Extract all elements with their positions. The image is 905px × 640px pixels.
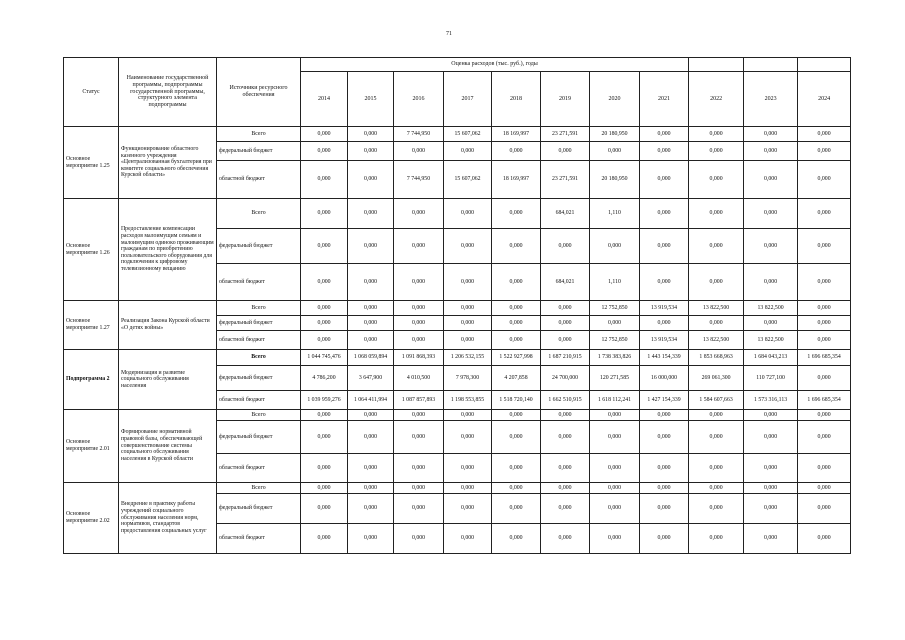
value-cell: 0,000 (394, 454, 444, 483)
value-cell: 13 822,500 (744, 301, 798, 316)
value-cell: 1 087 857,893 (394, 391, 444, 410)
value-cell: 0,000 (640, 161, 689, 199)
value-cell: 0,000 (744, 410, 798, 421)
value-cell: 0,000 (689, 483, 744, 494)
value-cell: 3 647,900 (348, 366, 394, 391)
row-status: Основное мероприятие 1.25 (64, 127, 119, 199)
funding-source: областной бюджет (217, 524, 301, 554)
value-cell: 0,000 (301, 483, 348, 494)
value-cell: 0,000 (541, 229, 590, 264)
value-cell: 1 662 510,915 (541, 391, 590, 410)
row-name: Внедрение в практику работы учреждений социального обслуживания населения норм, нормативов, стандартов предоставления социальных услуг (119, 483, 217, 554)
value-cell: 0,000 (689, 264, 744, 301)
header-year: 2020 (590, 72, 640, 127)
value-cell: 13 919,534 (640, 301, 689, 316)
funding-source: Всего (217, 199, 301, 229)
value-cell: 0,000 (394, 494, 444, 524)
table-row (64, 127, 851, 142)
value-cell: 0,000 (394, 264, 444, 301)
value-cell: 684,021 (541, 264, 590, 301)
value-cell: 1 696 685,354 (798, 350, 851, 366)
value-cell: 0,000 (301, 142, 348, 161)
value-cell: 0,000 (348, 331, 394, 350)
value-cell: 0,000 (744, 483, 798, 494)
funding-source: областной бюджет (217, 161, 301, 199)
value-cell: 0,000 (301, 421, 348, 454)
value-cell: 0,000 (798, 316, 851, 331)
funding-source: Всего (217, 483, 301, 494)
value-cell: 0,000 (689, 199, 744, 229)
value-cell: 0,000 (301, 316, 348, 331)
value-cell: 0,000 (348, 410, 394, 421)
value-cell: 0,000 (798, 301, 851, 316)
value-cell: 0,000 (744, 127, 798, 142)
value-cell: 0,000 (689, 161, 744, 199)
value-cell: 13 822,500 (689, 331, 744, 350)
value-cell: 0,000 (348, 483, 394, 494)
value-cell: 0,000 (689, 524, 744, 554)
value-cell: 0,000 (689, 229, 744, 264)
value-cell: 0,000 (541, 410, 590, 421)
value-cell: 0,000 (394, 331, 444, 350)
value-cell: 0,000 (640, 142, 689, 161)
value-cell: 0,000 (744, 229, 798, 264)
header-year: 2016 (394, 72, 444, 127)
value-cell: 0,000 (444, 483, 492, 494)
header-year: 2023 (744, 72, 798, 127)
value-cell: 0,000 (798, 454, 851, 483)
value-cell: 0,000 (744, 142, 798, 161)
value-cell: 0,000 (744, 316, 798, 331)
expenditure-table (63, 57, 851, 554)
value-cell: 0,000 (301, 199, 348, 229)
funding-source: федеральный бюджет (217, 366, 301, 391)
value-cell: 0,000 (394, 199, 444, 229)
header-status: Статус (64, 58, 119, 127)
value-cell: 0,000 (348, 127, 394, 142)
value-cell: 0,000 (492, 494, 541, 524)
value-cell: 0,000 (301, 524, 348, 554)
value-cell: 0,000 (444, 494, 492, 524)
value-cell: 0,000 (444, 199, 492, 229)
value-cell: 1 573 316,113 (744, 391, 798, 410)
value-cell: 0,000 (744, 264, 798, 301)
header-year: 2021 (640, 72, 689, 127)
value-cell: 0,000 (744, 524, 798, 554)
value-cell: 0,000 (492, 421, 541, 454)
value-cell: 0,000 (492, 331, 541, 350)
funding-source: Всего (217, 301, 301, 316)
value-cell: 0,000 (798, 366, 851, 391)
value-cell: 23 271,591 (541, 127, 590, 142)
value-cell: 0,000 (640, 229, 689, 264)
value-cell: 0,000 (541, 494, 590, 524)
funding-source: областной бюджет (217, 391, 301, 410)
value-cell: 0,000 (444, 421, 492, 454)
value-cell: 0,000 (798, 483, 851, 494)
value-cell: 0,000 (541, 331, 590, 350)
value-cell: 15 607,062 (444, 127, 492, 142)
value-cell: 0,000 (348, 142, 394, 161)
row-name: Модернизация и развитие социального обслуживания населения (119, 350, 217, 410)
value-cell: 4 786,200 (301, 366, 348, 391)
header-source: Источники ресурсного обеспечения (217, 58, 301, 127)
value-cell: 0,000 (444, 316, 492, 331)
value-cell: 0,000 (640, 199, 689, 229)
funding-source: областной бюджет (217, 454, 301, 483)
header-name: Наименование государственной программы, подпрограммы государственной программы, структурного элемента подпрограммы (119, 58, 217, 127)
value-cell: 0,000 (640, 454, 689, 483)
value-cell: 1 853 668,963 (689, 350, 744, 366)
value-cell: 0,000 (590, 410, 640, 421)
row-status: Основное мероприятие 2.01 (64, 410, 119, 483)
value-cell: 120 271,585 (590, 366, 640, 391)
value-cell: 0,000 (798, 264, 851, 301)
value-cell: 0,000 (689, 142, 744, 161)
value-cell: 0,000 (689, 421, 744, 454)
value-cell: 1 064 411,994 (348, 391, 394, 410)
header-year: 2017 (444, 72, 492, 127)
value-cell: 15 607,062 (444, 161, 492, 199)
funding-source: федеральный бюджет (217, 229, 301, 264)
row-name: Формирование нормативной правовой базы, обеспечивающей совершенствование системы социального обслуживания населения в Курской области (119, 410, 217, 483)
table-row (64, 350, 851, 366)
value-cell: 0,000 (492, 229, 541, 264)
value-cell: 1,110 (590, 264, 640, 301)
value-cell: 0,000 (301, 127, 348, 142)
value-cell: 0,000 (640, 127, 689, 142)
value-cell: 0,000 (492, 199, 541, 229)
value-cell: 0,000 (590, 229, 640, 264)
value-cell: 0,000 (798, 494, 851, 524)
funding-source: федеральный бюджет (217, 494, 301, 524)
value-cell: 0,000 (394, 142, 444, 161)
table-row (64, 410, 851, 421)
value-cell: 0,000 (541, 301, 590, 316)
funding-source: областной бюджет (217, 331, 301, 350)
value-cell: 16 000,000 (640, 366, 689, 391)
value-cell: 0,000 (689, 127, 744, 142)
value-cell: 1 687 210,915 (541, 350, 590, 366)
value-cell: 0,000 (394, 421, 444, 454)
value-cell: 0,000 (640, 483, 689, 494)
value-cell: 0,000 (394, 316, 444, 331)
value-cell: 1 584 607,663 (689, 391, 744, 410)
value-cell: 0,000 (444, 229, 492, 264)
value-cell: 0,000 (301, 410, 348, 421)
value-cell: 0,000 (798, 331, 851, 350)
value-cell: 1 684 043,213 (744, 350, 798, 366)
value-cell: 0,000 (689, 410, 744, 421)
value-cell: 0,000 (348, 421, 394, 454)
value-cell: 0,000 (744, 161, 798, 199)
value-cell: 0,000 (394, 483, 444, 494)
row-status: Основное мероприятие 2.02 (64, 483, 119, 554)
value-cell: 0,000 (541, 524, 590, 554)
value-cell: 0,000 (590, 494, 640, 524)
page-number: 71 (446, 31, 452, 37)
value-cell: 1 044 745,476 (301, 350, 348, 366)
header-year: 2014 (301, 72, 348, 127)
value-cell: 1 618 112,241 (590, 391, 640, 410)
value-cell: 0,000 (301, 229, 348, 264)
funding-source: Всего (217, 127, 301, 142)
value-cell: 0,000 (492, 301, 541, 316)
funding-source: федеральный бюджет (217, 316, 301, 331)
value-cell: 0,000 (492, 316, 541, 331)
row-name: Функционирование областного казенного учреждения «Централизованная бухгалтерия при комитете социального обеспечения Курской области» (119, 127, 217, 199)
value-cell: 1 443 154,339 (640, 350, 689, 366)
row-name: Реализация Закона Курской области «О детях войны» (119, 301, 217, 350)
value-cell: 0,000 (492, 264, 541, 301)
value-cell: 1 091 868,393 (394, 350, 444, 366)
value-cell: 0,000 (640, 494, 689, 524)
value-cell: 7 744,950 (394, 127, 444, 142)
value-cell: 0,000 (798, 421, 851, 454)
value-cell: 0,000 (301, 161, 348, 199)
value-cell: 20 180,950 (590, 161, 640, 199)
value-cell: 0,000 (301, 331, 348, 350)
value-cell: 1 206 532,155 (444, 350, 492, 366)
value-cell: 24 700,000 (541, 366, 590, 391)
header-year: 2018 (492, 72, 541, 127)
value-cell: 0,000 (798, 199, 851, 229)
value-cell: 0,000 (492, 454, 541, 483)
value-cell: 0,000 (444, 142, 492, 161)
value-cell: 0,000 (444, 524, 492, 554)
value-cell: 0,000 (640, 410, 689, 421)
value-cell: 0,000 (492, 524, 541, 554)
value-cell: 1 738 383,826 (590, 350, 640, 366)
value-cell: 0,000 (689, 494, 744, 524)
funding-source: федеральный бюджет (217, 421, 301, 454)
value-cell: 0,000 (689, 454, 744, 483)
value-cell: 1 427 154,339 (640, 391, 689, 410)
value-cell: 0,000 (744, 494, 798, 524)
value-cell: 7 744,950 (394, 161, 444, 199)
value-cell: 0,000 (798, 229, 851, 264)
value-cell: 0,000 (444, 331, 492, 350)
value-cell: 0,000 (492, 142, 541, 161)
value-cell: 0,000 (348, 161, 394, 199)
value-cell: 1 518 720,140 (492, 391, 541, 410)
value-cell: 110 727,100 (744, 366, 798, 391)
value-cell: 0,000 (492, 483, 541, 494)
value-cell: 0,000 (301, 454, 348, 483)
header-estimate: Оценка расходов (тыс. руб.), годы (301, 58, 689, 72)
value-cell: 0,000 (348, 316, 394, 331)
row-status: Подпрограмма 2 (64, 350, 119, 410)
row-name: Предоставление компенсации расходов малоимущим семьям и малоимущим одиноко проживающим гражданам по приобретению пользовательского оборудования для подключения к цифровому телевизионному вещанию (119, 199, 217, 301)
value-cell: 0,000 (640, 264, 689, 301)
funding-source: Всего (217, 410, 301, 421)
value-cell: 0,000 (590, 316, 640, 331)
value-cell: 0,000 (744, 199, 798, 229)
value-cell: 0,000 (590, 483, 640, 494)
value-cell: 0,000 (394, 410, 444, 421)
value-cell: 1 068 059,894 (348, 350, 394, 366)
value-cell: 0,000 (541, 142, 590, 161)
value-cell: 0,000 (798, 142, 851, 161)
value-cell: 0,000 (798, 127, 851, 142)
value-cell: 0,000 (689, 316, 744, 331)
value-cell: 0,000 (640, 316, 689, 331)
value-cell: 0,000 (444, 301, 492, 316)
value-cell: 0,000 (798, 524, 851, 554)
value-cell: 12 752,850 (590, 331, 640, 350)
value-cell: 0,000 (301, 494, 348, 524)
value-cell: 20 180,950 (590, 127, 640, 142)
value-cell: 0,000 (590, 454, 640, 483)
value-cell: 684,021 (541, 199, 590, 229)
value-cell: 0,000 (394, 524, 444, 554)
header-empty-cell (689, 58, 744, 72)
value-cell: 0,000 (444, 264, 492, 301)
value-cell: 13 822,500 (689, 301, 744, 316)
value-cell: 0,000 (348, 199, 394, 229)
value-cell: 1 039 959,276 (301, 391, 348, 410)
value-cell: 0,000 (798, 410, 851, 421)
value-cell: 0,000 (348, 494, 394, 524)
value-cell: 18 169,997 (492, 127, 541, 142)
header-year: 2024 (798, 72, 851, 127)
value-cell: 0,000 (444, 410, 492, 421)
value-cell: 0,000 (394, 301, 444, 316)
header-year: 2019 (541, 72, 590, 127)
value-cell: 4 207,858 (492, 366, 541, 391)
value-cell: 0,000 (744, 421, 798, 454)
value-cell: 0,000 (541, 421, 590, 454)
value-cell: 0,000 (541, 483, 590, 494)
funding-source: областной бюджет (217, 264, 301, 301)
value-cell: 13 822,500 (744, 331, 798, 350)
value-cell: 0,000 (394, 229, 444, 264)
header-empty-cell (744, 58, 798, 72)
value-cell: 269 061,300 (689, 366, 744, 391)
value-cell: 1 198 553,855 (444, 391, 492, 410)
header-year: 2015 (348, 72, 394, 127)
value-cell: 13 919,534 (640, 331, 689, 350)
value-cell: 0,000 (301, 264, 348, 301)
value-cell: 0,000 (744, 454, 798, 483)
value-cell: 0,000 (590, 524, 640, 554)
value-cell: 0,000 (301, 301, 348, 316)
value-cell: 0,000 (640, 421, 689, 454)
value-cell: 0,000 (590, 421, 640, 454)
value-cell: 0,000 (348, 301, 394, 316)
value-cell: 0,000 (348, 264, 394, 301)
header-empty-cell (798, 58, 851, 72)
funding-source: Всего (217, 350, 301, 366)
funding-source: федеральный бюджет (217, 142, 301, 161)
value-cell: 18 169,997 (492, 161, 541, 199)
value-cell: 0,000 (348, 524, 394, 554)
value-cell: 0,000 (348, 454, 394, 483)
value-cell: 1 522 927,998 (492, 350, 541, 366)
value-cell: 4 010,500 (394, 366, 444, 391)
value-cell: 0,000 (798, 161, 851, 199)
table-row (64, 483, 851, 494)
value-cell: 0,000 (640, 524, 689, 554)
value-cell: 7 978,300 (444, 366, 492, 391)
value-cell: 0,000 (541, 454, 590, 483)
header-year: 2022 (689, 72, 744, 127)
row-status: Основное мероприятие 1.27 (64, 301, 119, 350)
value-cell: 0,000 (444, 454, 492, 483)
table-row (64, 199, 851, 229)
value-cell: 1 696 685,354 (798, 391, 851, 410)
value-cell: 1,110 (590, 199, 640, 229)
value-cell: 23 271,591 (541, 161, 590, 199)
value-cell: 0,000 (541, 316, 590, 331)
value-cell: 0,000 (492, 410, 541, 421)
value-cell: 0,000 (348, 229, 394, 264)
row-status: Основное мероприятие 1.26 (64, 199, 119, 301)
table-row (64, 301, 851, 316)
value-cell: 12 752,850 (590, 301, 640, 316)
value-cell: 0,000 (590, 142, 640, 161)
